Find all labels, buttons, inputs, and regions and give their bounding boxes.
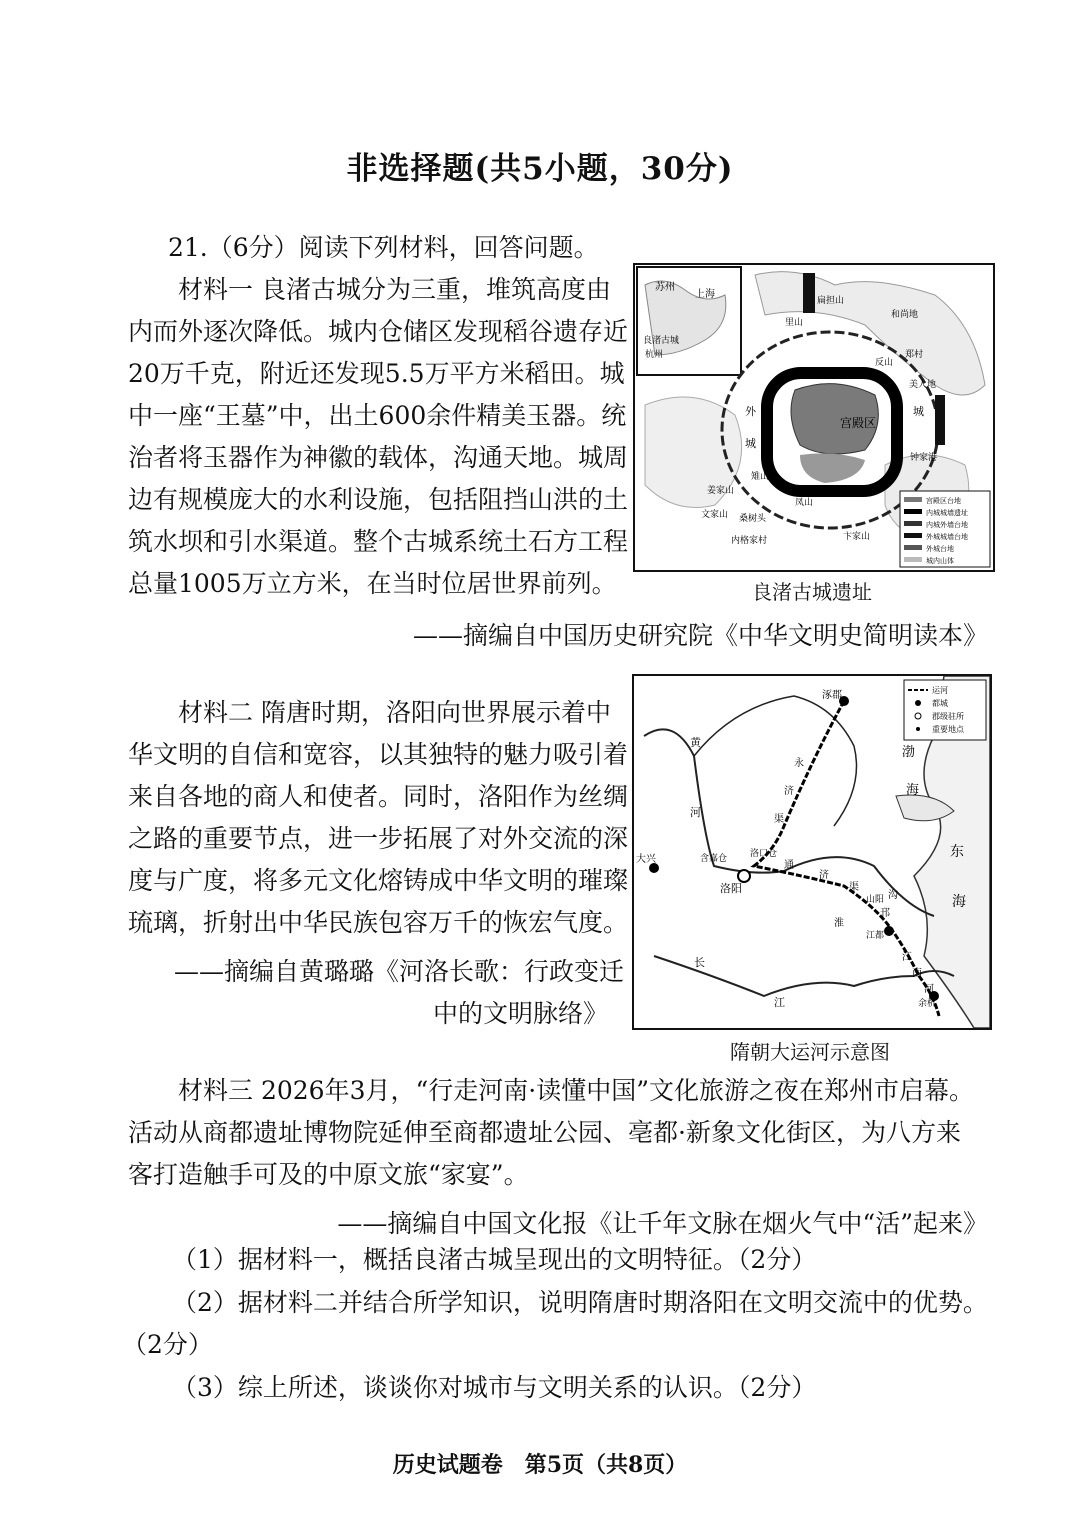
map-label: 内格家村 (731, 536, 768, 546)
inset-label: 上海 (695, 289, 715, 300)
map-label: 邗 (880, 908, 890, 919)
map-label: 黄 (690, 736, 701, 749)
map-label: 江 (774, 996, 785, 1009)
map-label: 卞家山 (843, 532, 871, 542)
map-label: 江 (902, 952, 912, 963)
map-label: 美人地 (909, 380, 937, 390)
material1-line: 总量1005万立方米，在当时位居世界前列。 (128, 569, 617, 598)
map-label: 城 (913, 405, 924, 418)
page-footer: 历史试题卷 第5页（共8页） (392, 1452, 688, 1478)
map-label: 城 (745, 437, 756, 450)
map-label: 通 (784, 860, 794, 871)
grand-canal-map (632, 674, 992, 1030)
map-label: 海 (906, 783, 920, 798)
section-title: 非选择题(共5小题，30分) (346, 151, 734, 187)
material2-source-line1: ——摘编自黄璐璐《河洛长歌：行政变迁 (173, 957, 624, 986)
map-label: 里山 (785, 318, 804, 328)
material1-line: 20万千克，附近还发现5.5万平方米稻田。城 (128, 359, 625, 388)
legend-item: 运河 (932, 686, 948, 695)
material2-line: 琉璃，折射出中华民族包容万千的恢宏气度。 (128, 908, 629, 937)
liangzhu-map-caption: 良渚古城遗址 (752, 580, 872, 604)
map-label: 江都 (866, 931, 885, 941)
map-label: 桑树头 (739, 514, 767, 524)
map-label: 济 (784, 786, 794, 797)
material1-source: ——摘编自中国历史研究院《中华文明史简明读本》 (412, 621, 988, 650)
map-label: 雉山 (751, 472, 770, 482)
map-label: 内 (780, 430, 791, 443)
map-label: 姜家山 (707, 486, 735, 496)
subquestion-2-points: （2分） (122, 1330, 213, 1359)
map-label: 洛口仓 (750, 849, 778, 859)
map-label: 南 (912, 968, 922, 979)
material1-line: 内而外逐次降低。城内仓储区发现稻谷遗存近 (128, 317, 629, 346)
subquestion-3: （3）综上所述，谈谈你对城市与文明关系的认识。（2分） (172, 1373, 817, 1402)
material2-line: 材料二 隋唐时期，洛阳向世界展示着中 (178, 698, 611, 727)
map-label: 扁担山 (817, 296, 845, 306)
grand-canal-map-svg (634, 676, 990, 1028)
material1-line: 治者将玉器作为神徽的载体，沟通天地。城周 (128, 443, 629, 472)
material2-line: 来自各地的商人和使者。同时，洛阳作为丝绸 (128, 782, 629, 811)
material3-line: 活动从商都遗址博物院延伸至商都遗址公园、亳都·新象文化街区，为八方来 (128, 1118, 961, 1147)
legend-item: 重要地点 (932, 725, 964, 734)
material2-line: 度与广度，将多元文化熔铸成中华文明的璀璨 (128, 866, 629, 895)
material1-line: 中一座“王墓”中，出土600余件精美玉器。统 (128, 401, 627, 430)
map-label: 宫殿区 (840, 416, 877, 430)
legend-item: 内城外墙台地 (926, 521, 968, 529)
map-label: 大兴 (636, 854, 656, 865)
map-label: 余杭 (918, 999, 937, 1009)
map-label: 永 (794, 758, 804, 769)
legend-item: 内城城墙遗址 (926, 509, 968, 517)
map-label: 含嘉仓 (700, 854, 728, 864)
map-label: 渠 (849, 882, 859, 893)
map-label: 山阳 (866, 895, 885, 905)
city-jiangdu (884, 926, 894, 936)
map-label: 文家山 (701, 510, 729, 520)
material1-line: 材料一 良渚古城分为三重，堆筑高度由 (178, 275, 611, 304)
material3-source: ——摘编自中国文化报《让千年文脉在烟火气中“活”起来》 (337, 1209, 988, 1238)
legend-item: 宫殿区台地 (926, 497, 961, 505)
map-label: 渤 (902, 745, 916, 760)
map-label: 济 (819, 870, 829, 881)
map-label: 外 (745, 405, 756, 418)
legend-item: 外城台地 (926, 545, 954, 553)
inset-label: 良渚古城 (643, 336, 680, 346)
inset-label: 苏州 (655, 282, 675, 293)
map-label: 涿郡 (822, 690, 842, 701)
material3-line: 材料三 2026年3月，“行走河南·读懂中国”文化旅游之夜在郑州市启幕。 (178, 1076, 974, 1105)
liangzhu-map (633, 263, 995, 572)
material2-line: 华文明的自信和宽容，以其独特的魅力吸引着 (128, 740, 629, 769)
map-label: 东 (950, 844, 964, 860)
question-header: 21.（6分）阅读下列材料，回答问题。 (168, 233, 599, 262)
map-label: 洛阳 (720, 882, 742, 895)
material2-source-line2: 中的文明脉络》 (432, 999, 608, 1028)
legend-item: 外城城墙台地 (926, 533, 968, 541)
map-label: 河 (690, 806, 701, 819)
map-label: 钟家港 (910, 453, 938, 463)
map-label: 和尚地 (891, 310, 919, 320)
material2-line: 之路的重要节点，进一步拓展了对外交流的深 (128, 824, 629, 853)
material1-line: 筑水坝和引水渠道。整个古城系统土石方工程 (128, 527, 629, 556)
map-label: 河 (924, 984, 934, 995)
palace-subarea (800, 453, 865, 483)
material1-line: 边有规模庞大的水利设施，包括阻挡山洪的土 (128, 485, 629, 514)
subquestion-1: （1）据材料一，概括良渚古城呈现出的文明特征。（2分） (172, 1245, 817, 1274)
map-label: 海 (952, 894, 966, 910)
legend-item: 郡级驻所 (932, 712, 964, 721)
map-label: 反山 (875, 358, 894, 368)
subquestion-2: （2）据材料二并结合所学知识，说明隋唐时期洛阳在文明交流中的优势。 (172, 1288, 988, 1317)
inset-label: 杭州 (645, 350, 664, 360)
legend-item: 都城 (932, 699, 948, 708)
grand-canal-map-caption: 隋朝大运河示意图 (730, 1040, 890, 1064)
legend-item: 城内山体 (926, 557, 954, 565)
map-label: 凤山 (795, 498, 814, 508)
yellow-river (644, 729, 934, 916)
map-label: 沟 (888, 890, 898, 901)
map-label: 渠 (774, 814, 784, 825)
map-label: 淮 (834, 918, 844, 929)
liangzhu-map-svg (635, 265, 993, 570)
material3-line: 客打造触手可及的中原文旅“家宴”。 (128, 1160, 529, 1189)
map-label: 长 (694, 956, 705, 969)
city-luoyang (738, 870, 750, 882)
map-label: 郑村 (905, 350, 924, 360)
